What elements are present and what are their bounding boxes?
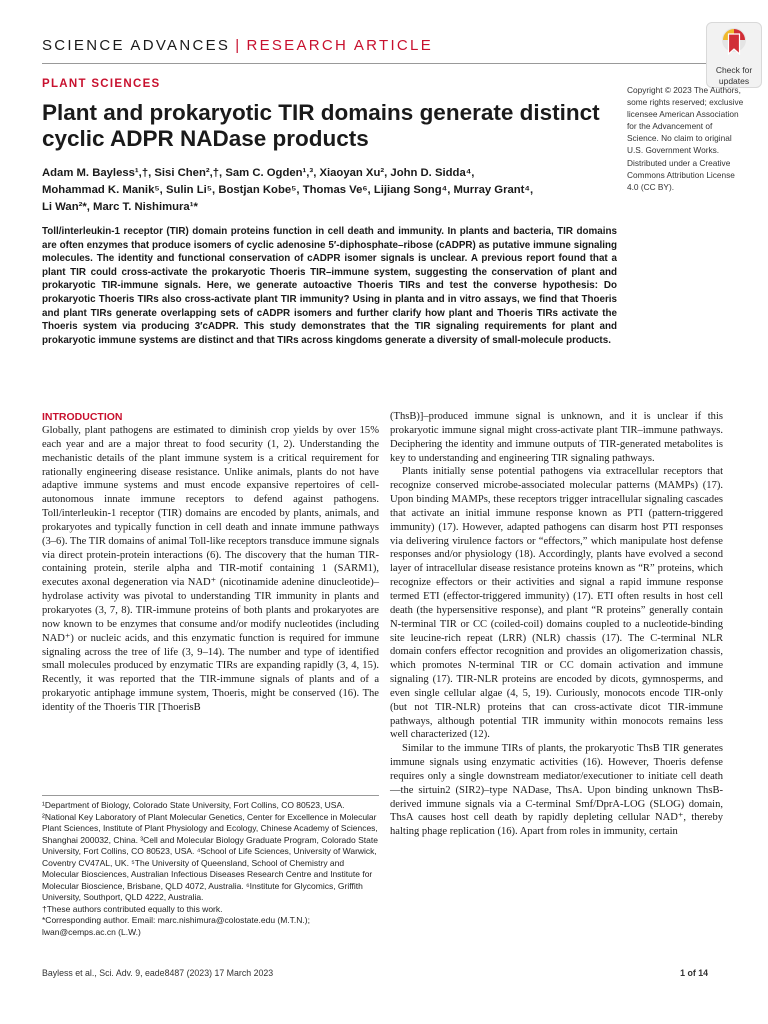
author-line: Adam M. Bayless¹,†, Sisi Chen²,†, Sam C. Ogden¹,³, Xiaoyan Xu², John D. Sidda⁴,: [42, 167, 475, 179]
author-list: [42, 165, 602, 216]
crossmark-icon: [721, 27, 747, 59]
left-column: [42, 410, 379, 715]
author-line: Li Wan²*, Marc T. Nishimura¹*: [42, 201, 198, 213]
body-paragraph: Plants initially sense potential pathogens via extracellular receptors that recognize conserved microbe-associated molecular patterns (MAMPs) (17). Upon binding MAMPs, these receptors trigger intracellular signaling cascades that activate an initial immune response known as PTI (pattern-triggered immunity) (17). However, adapted pathogens can disarm host PTI responses via delivering virulence factors or “effectors,” which manipulate host defense responses and/or physiology (18). Accordingly, plants have evolved a second layer of intracellular disease resistance proteins known as “R” proteins, which recognize effectors or their activities and signal a rapid immune response termed ETI (effector-triggered immunity) (17). ETI often results in host cell death (the hypersensitive response), and plant “R proteins” generally contain N-terminal TIR or CC (coiled-coil) domains coupled to a nucleotide-binding site leucine-rich repeat (LRR) (NLR) chassis (17). The C-terminal NLR domain confers effector recognition and provides an oligomerization chassis, which promotes N-terminal TIR or CC domain activation and immune signaling (17). TIR-NLR proteins are encoded by dicots, gymnosperms, and even single cellular algae (4, 5, 19). Curiously, monocots encode TIR-only (but not TIR-NLR) proteins that can cross-activate dicot TIR-immune pathways, although potential TIR immunity within monocots remains less well characterized (12).: [390, 466, 723, 741]
article-type: RESEARCH ARTICLE: [246, 37, 434, 54]
body-paragraph: Similar to the immune TIRs of plants, the prokaryotic ThsB TIR generates immune signals using enzymatic activities (16). However, Thoeris defense requires only a single downstream mediator/executioner to initiate cell death—the sirtuin2 (SIR2)–type NADase, ThsA. Upon binding unknown ThsB-derived immune signals via a C-terminal Smf/DprA-LOG (SLOG) domain, ThsA causes host cell death by rapidly depleting cellular NAD⁺, thereby halting phage replication (16). Apart from roles in immunity, certain: [390, 743, 723, 838]
right-column: [390, 410, 723, 839]
section-heading: INTRODUCTION: [42, 411, 123, 423]
affiliations: ¹Department of Biology, Colorado State University, Fort Collins, CO 80523, USA. ²National Key Laboratory of Plant Molecular Genetics, Center for Excellence in Molecular Plant Sciences, Institute of Plant Physiology and Ecology, Chinese Academy of Sciences, Shanghai 200032, China. ³Cell and Molecular Biology Graduate Program, Colorado State University, Fort Collins, CO 80523, USA. ⁴School of Life Sciences, University of Warwick, Coventry CV47AL, UK. ⁵The University of Queensland, School of Chemistry and Molecular Biosciences, Australian Infectious Diseases Research Centre and Institute for Molecular Bioscience, Brisbane, QLD 4072, Australia. ⁶Institute for Glycomics, Griffith University, Southport, QLD 4222, Australia.: [42, 800, 378, 902]
footnotes: [42, 800, 379, 938]
journal-name: SCIENCE ADVANCES: [42, 37, 231, 54]
article-title: Plant and prokaryotic TIR domains generate distinct cyclic ADPR NADase products: [42, 100, 600, 151]
citation: Bayless et al., Sci. Adv. 9, eade8487 (2023) 17 March 2023: [42, 968, 274, 978]
corresponding-author: *Corresponding author. Email: marc.nishimura@colostate.edu (M.T.N.); lwan@cemps.ac.cn (L.W.): [42, 915, 310, 937]
badge-line-2: updates: [718, 76, 750, 86]
badge-line-1: Check for: [715, 65, 753, 75]
journal-masthead: [42, 37, 433, 54]
abstract: Toll/interleukin-1 receptor (TIR) domain proteins function in cell death and immunity. In plants and bacteria, TIR domains are often enzymes that produce isomers of cyclic adenosine 5′-diphosphate–ribose (cADPR) as putative immune signaling molecules. The identity and functional conservation of cADPR isomer signals is unclear. A previous report found that a plant TIR could cross-activate the prokaryotic Thoeris TIR–immune system, suggesting the conservation of plant and prokaryotic TIR-immune signals. Here, we generate autoactive Thoeris TIRs and test the converse hypothesis: Do prokaryotic Thoeris TIRs also cross-activate plant TIR immunity? Using in planta and in vitro assays, we find that Thoeris and plant TIRs generate overlapping sets of cADPR isomers and further clarify how plant and Thoeris TIRs activate the Thoeris system via producing 3′cADPR. This study demonstrates that the TIR signaling requirements for plant and prokaryotic immune systems are distinct and that TIRs across kingdoms generate a diversity of small-molecule products.: [42, 226, 617, 346]
page-number: 1 of 14: [680, 968, 708, 978]
check-for-updates-badge[interactable]: [706, 22, 762, 88]
author-line: Mohammad K. Manik⁵, Sulin Li⁵, Bostjan Kobe⁵, Thomas Ve⁶, Lijiang Song⁴, Murray Grant⁴,: [42, 184, 534, 196]
body-paragraph: Globally, plant pathogens are estimated to diminish crop yields by over 15% each year and are a major threat to food security (1, 2). Understanding the mechanistic details of the plant immune system is a critical requirement for rationally engineering disease resistance. Unlike animals, plants do not have adaptive immune systems and must encode expansive repertoires of cell-autonomous innate immune receptors to defend against pathogens. Toll/interleukin-1 receptor (TIR) domains are encoded by plants, animals, and prokaryotes and typically function in cell death and innate immune pathways (3–6). The TIR domains of animal Toll-like receptors transduce immune signals via direct protein-protein interactions (6). The discovery that the human TIR-containing protein, sterile alpha and TIR-motif containing 1 (SARM1), executes axonal degeneration via NAD⁺ (nicotinamide adenine dinucleotide)–hydrolase activity was pivotal to understanding TIR immunity in plants and prokaryotes (3, 7, 8). TIR-immune proteins of both plants and prokaryotes are now known to be enzymes that consume and/or modify nucleotides (including NAD⁺) or nucleic acids, and this enzymatic function is required for immune signaling across the tree of life (3, 9–14). The number and type of identified small molecules produced by enzymatic TIRs are expanding rapidly (3, 4, 15). Recently, it was reported that the TIR-immune signals of plants and of a prokaryotic antiphage immune system, Thoeris, might be conserved (16). The identity of the Thoeris TIR [ThoerisB: [42, 425, 379, 713]
copyright-notice: Copyright © 2023 The Authors, some rights reserved; exclusive licensee American Association for the Advancement of Science. No claim to original U.S. Government Works. Distributed under a Creative Commons Attribution License 4.0 (CC BY).: [627, 85, 744, 192]
masthead-separator: |: [235, 37, 242, 54]
equal-contribution-note: †These authors contributed equally to this work.: [42, 903, 223, 914]
footnote-rule: [42, 795, 379, 796]
header-rule: [42, 63, 707, 64]
body-paragraph: (ThsB)]–produced immune signal is unknown, and it is unclear if this prokaryotic immune signal might cross-activate plant TIR–immune pathways. Deciphering the identity and immune outputs of TIR-generated metabolites is key to understanding and engineering TIR signaling pathways.: [390, 411, 723, 464]
subject-category: PLANT SCIENCES: [42, 78, 161, 90]
